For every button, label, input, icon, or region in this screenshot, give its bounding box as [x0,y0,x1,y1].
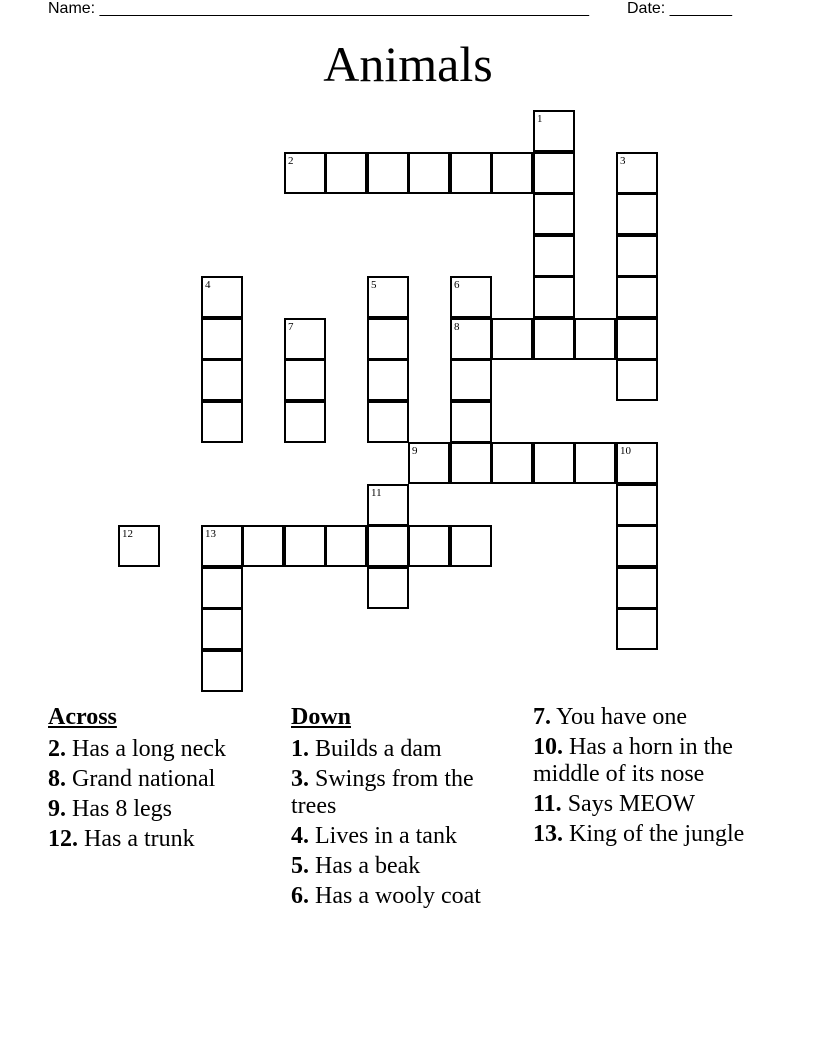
grid-cell-6[interactable] [450,276,492,318]
clue-number: 8. [48,766,66,792]
grid-cell[interactable] [491,318,533,360]
grid-cell[interactable] [450,359,492,401]
clue-across-9 [48,796,268,823]
grid-cell[interactable] [616,359,658,401]
cell-number: 6 [454,279,460,291]
clue-text: Lives in a tank [315,823,457,849]
grid-cell[interactable] [616,193,658,235]
grid-cell[interactable] [491,152,533,194]
clue-number: 1. [291,736,309,762]
clue-text: Has a horn in the middle of its nose [533,734,733,787]
cell-number: 2 [288,155,294,167]
grid-cell[interactable] [533,276,575,318]
grid-cell[interactable] [367,318,409,360]
down-clues [291,704,511,913]
grid-cell[interactable] [201,401,243,443]
grid-cell[interactable] [367,152,409,194]
grid-cell[interactable] [325,152,367,194]
across-clues [48,704,268,856]
grid-cell[interactable] [408,525,450,567]
clue-text: Grand national [72,766,216,792]
clue-text: Has 8 legs [72,796,172,822]
grid-cell[interactable] [284,525,326,567]
grid-cell[interactable] [201,359,243,401]
clue-text: King of the jungle [569,821,745,847]
grid-cell[interactable] [450,525,492,567]
grid-cell-12[interactable] [118,525,160,567]
clue-text: Says MEOW [567,791,696,817]
grid-cell[interactable] [616,276,658,318]
grid-cell[interactable] [242,525,284,567]
grid-cell[interactable] [533,318,575,360]
grid-cell[interactable] [367,359,409,401]
cell-number: 12 [122,528,133,540]
clue-across-12 [48,826,268,853]
grid-cell[interactable] [533,193,575,235]
grid-cell[interactable] [201,650,243,692]
cell-number: 3 [620,155,626,167]
grid-cell[interactable] [284,359,326,401]
clue-number: 5. [291,853,309,879]
grid-cell-8[interactable] [450,318,492,360]
grid-cell[interactable] [491,442,533,484]
page-title: Animals [323,36,493,92]
cell-number: 4 [205,279,211,291]
clue-down-13 [533,821,763,848]
clue-down-1 [291,736,511,763]
clue-text: Has a trunk [84,826,195,852]
clue-down-7 [533,704,763,731]
name-line: Name: _______________________________________________________ [48,0,589,17]
down-heading: Down [291,704,352,730]
grid-cell[interactable] [367,567,409,609]
clue-across-2 [48,736,268,763]
clue-number: 12. [48,826,78,852]
grid-cell[interactable] [616,608,658,650]
clue-text: Has a long neck [72,736,226,762]
clue-text: Builds a dam [315,736,442,762]
clue-number: 2. [48,736,66,762]
grid-cell-1[interactable] [533,110,575,152]
across-heading: Across [48,704,117,730]
grid-cell[interactable] [616,235,658,277]
grid-cell-7[interactable] [284,318,326,360]
grid-cell-11[interactable] [367,484,409,526]
grid-cell[interactable] [450,401,492,443]
grid-cell[interactable] [533,235,575,277]
clue-down-10 [533,734,763,788]
clue-down-11 [533,791,763,818]
grid-cell[interactable] [616,484,658,526]
clue-text: Has a wooly coat [315,883,481,909]
grid-cell[interactable] [408,152,450,194]
clue-number: 11. [533,791,562,817]
clue-across-8 [48,766,268,793]
cell-number: 10 [620,445,631,457]
clue-text: Has a beak [315,853,421,879]
grid-cell[interactable] [450,152,492,194]
grid-cell[interactable] [367,401,409,443]
grid-cell[interactable] [325,525,367,567]
grid-cell-13[interactable] [201,525,243,567]
grid-cell[interactable] [201,567,243,609]
grid-cell[interactable] [201,608,243,650]
clue-number: 7. [533,704,551,730]
clue-down-3 [291,766,511,820]
grid-cell-2[interactable] [284,152,326,194]
cell-number: 11 [371,487,382,499]
clue-number: 9. [48,796,66,822]
clue-text: You have one [556,704,687,730]
grid-cell[interactable] [284,401,326,443]
clue-text: Swings from the trees [291,766,474,819]
down-clues-continued [533,704,763,851]
clue-number: 6. [291,883,309,909]
clue-number: 4. [291,823,309,849]
grid-cell-10[interactable] [616,442,658,484]
grid-cell[interactable] [616,567,658,609]
grid-cell[interactable] [533,152,575,194]
grid-cell[interactable] [616,318,658,360]
grid-cell[interactable] [201,318,243,360]
clue-down-4 [291,823,511,850]
clue-down-5 [291,853,511,880]
grid-cell-5[interactable] [367,276,409,318]
cell-number: 13 [205,528,216,540]
grid-cell-9[interactable] [408,442,450,484]
date-line: Date: _______ [627,0,732,17]
clue-number: 3. [291,766,309,792]
clue-number: 13. [533,821,563,847]
grid-cell[interactable] [367,525,409,567]
cell-number: 5 [371,279,377,291]
grid-cell[interactable] [574,318,616,360]
grid-cell[interactable] [533,442,575,484]
cell-number: 1 [537,113,543,125]
grid-cell[interactable] [574,442,616,484]
grid-cell-3[interactable] [616,152,658,194]
grid-cell[interactable] [616,525,658,567]
cell-number: 9 [412,445,418,457]
cell-number: 7 [288,321,294,333]
clue-number: 10. [533,734,563,760]
grid-cell-4[interactable] [201,276,243,318]
cell-number: 8 [454,321,460,333]
clue-down-6 [291,883,511,910]
grid-cell[interactable] [450,442,492,484]
